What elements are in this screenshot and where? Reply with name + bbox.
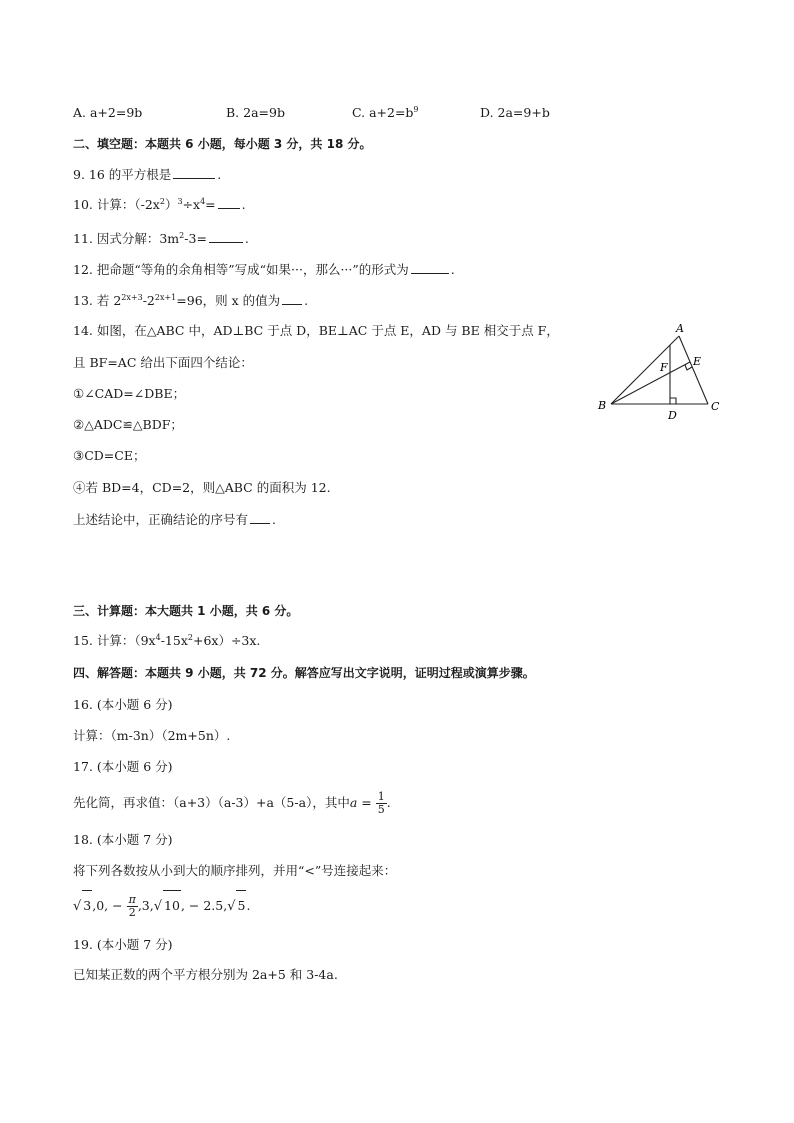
label-a: A bbox=[676, 322, 684, 335]
question-12: 12. 把命题“等角的余角相等”写成“如果···，那么···”的形式为 . bbox=[73, 262, 455, 277]
label-b: B bbox=[598, 399, 607, 412]
answer-blank bbox=[209, 230, 243, 243]
triangle-figure bbox=[590, 318, 730, 428]
question-13: 13. 若 $2^{2x+3}-2^{2x+1}=96$，则 x 的值为 . bbox=[73, 292, 309, 308]
section-4-heading: 四、解答题：本题共 9 小题，共 72 分。解答应写出文字说明，证明过程或演算步骤。 bbox=[73, 666, 535, 680]
label-c: C bbox=[711, 400, 720, 413]
question-15: 15. 计算：$(9x^4-15x^2+6x)\div 3x$. bbox=[73, 632, 261, 648]
option-b: B. 2a=9b bbox=[226, 105, 285, 120]
section-3-heading: 三、计算题：本大题共 1 小题，共 6 分。 bbox=[73, 604, 299, 618]
fraction-pi-over-2: $\frac{\pi}{2}$ bbox=[128, 893, 136, 919]
option-a: A. a+2=9b bbox=[73, 105, 143, 120]
conclusion-2: ②△ADC≌△BDF； bbox=[73, 417, 183, 432]
question-14-line1: 14. 如图，在△ABC 中，AD⊥BC 于点 D，BE⊥AC 于点 E，AD 与 BE 相交于点 F， bbox=[73, 323, 559, 338]
question-16-title: 16. (本小题 6 分) bbox=[73, 697, 173, 712]
label-e: E bbox=[693, 355, 702, 368]
conclusion-4: ④若 BD=4，CD=2，则△ABC 的面积为 12. bbox=[73, 480, 331, 495]
question-18-numbers: √ 3,0, − $\frac{\pi}{2}$ ,3,√ 10, − 2.5,√ 5. bbox=[73, 890, 250, 922]
question-11: 11. 因式分解：$3m^2-3=$ . bbox=[73, 230, 249, 246]
question-10: 10. 计算：$(-2x^2)^3\div x^4=$ . bbox=[73, 196, 246, 212]
answer-blank bbox=[411, 261, 449, 274]
section-2-heading: 二、填空题：本题共 6 小题，每小题 3 分，共 18 分。 bbox=[73, 137, 372, 151]
fraction: $\frac{1}{5}$ bbox=[377, 790, 385, 816]
label-d: D bbox=[668, 409, 677, 422]
label-f: F bbox=[660, 361, 668, 374]
question-9: 9. 16 的平方根是 . bbox=[73, 167, 222, 182]
answer-blank bbox=[173, 166, 215, 179]
answer-blank bbox=[282, 292, 302, 305]
conclusion-1: ①∠CAD=∠DBE； bbox=[73, 386, 186, 401]
question-14-line2: 且 BF=AC 给出下面四个结论： bbox=[73, 355, 253, 370]
conclusion-3: ③CD=CE； bbox=[73, 448, 146, 463]
question-18-body: 将下列各数按从小到大的顺序排列，并用“<”号连接起来： bbox=[73, 863, 397, 878]
question-16-body: 计算：（m-3n）（2m+5n）. bbox=[73, 728, 231, 743]
question-18-title: 18. (本小题 7 分) bbox=[73, 832, 173, 847]
question-17-body: 先化简，再求值：（a+3）（a-3）+a（5-a），其中a = $\frac{1}{5}$ . bbox=[73, 790, 391, 816]
answer-blank bbox=[218, 196, 240, 209]
question-14-answer-line: 上述结论中，正确结论的序号有 . bbox=[73, 512, 276, 527]
question-19-body: 已知某正数的两个平方根分别为 2a+5 和 3-4a. bbox=[73, 967, 338, 982]
option-c: C. $a+2=b^9$ bbox=[352, 104, 419, 120]
option-d: D. 2a=9+b bbox=[480, 105, 550, 120]
answer-blank bbox=[250, 511, 270, 524]
question-17-title: 17. (本小题 6 分) bbox=[73, 759, 173, 774]
question-19-title: 19. (本小题 7 分) bbox=[73, 937, 173, 952]
